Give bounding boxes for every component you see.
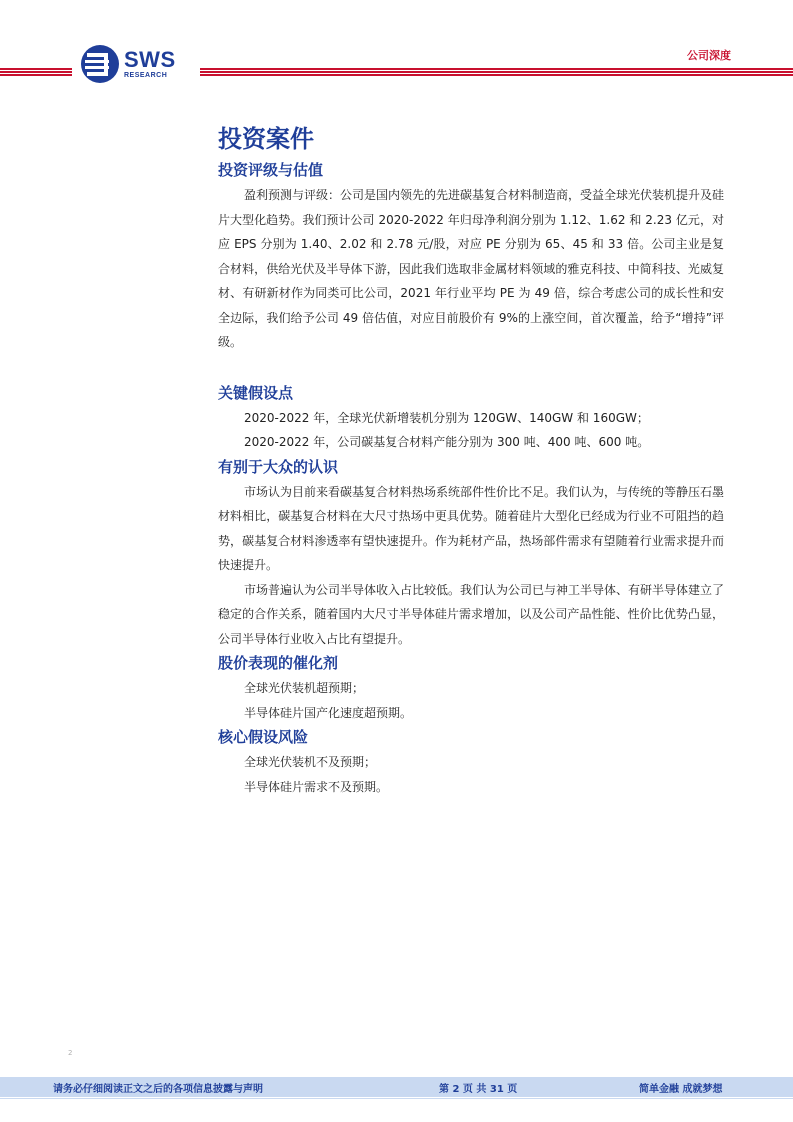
section-heading-risks: 核心假设风险 <box>218 728 309 746</box>
header-rule-left <box>0 68 72 76</box>
logo-subtitle: RESEARCH <box>124 72 168 79</box>
footnote-mark: 2 <box>68 1049 73 1057</box>
sws-logo <box>80 44 176 84</box>
footer-rule <box>0 1098 793 1099</box>
assumption-item: 2020-2022 年，公司碳基复合材料产能分别为 300 吨、400 吨、600 吨。 <box>244 435 650 449</box>
risk-item: 全球光伏装机不及预期； <box>244 755 377 769</box>
section-heading-rating: 投资评级与估值 <box>218 161 324 179</box>
assumption-item: 2020-2022 年，全球光伏新增装机分别为 120GW、140GW 和 160GW； <box>244 410 649 425</box>
catalyst-item: 全球光伏装机超预期； <box>244 681 365 695</box>
section-heading-assumptions: 关键假设点 <box>218 383 294 402</box>
different-view-paragraph: 市场认为目前来看碳基复合材料热场系统部件性价比不足。我们认为，与传统的等静压石墨材料相比，碳基复合材料在大尺寸热场中更具优势。随着硅片大型化已经成为行业不可阻挡的趋势，碳基复合材料渗透率有望快速提升。作为耗材产品，热场部件需求有望随着行业需求提升而快速提升。 <box>218 484 725 572</box>
page-footer <box>0 1077 793 1097</box>
footer-disclaimer: 请务必仔细阅读正文之后的各项信息披露与声明 <box>53 1084 263 1095</box>
section-heading-different-view: 有别于大众的认识 <box>218 457 339 476</box>
header-rule-right <box>200 68 793 76</box>
risk-item: 半导体硅片需求不及预期。 <box>244 779 389 794</box>
section-heading-catalysts: 股价表现的催化剂 <box>218 654 339 672</box>
logo-wordmark: SWS <box>124 47 176 72</box>
footer-slogan: 简单金融 成就梦想 <box>639 1084 723 1095</box>
main-content <box>218 158 724 799</box>
sws-logo-icon <box>80 44 120 84</box>
catalyst-item: 半导体硅片国产化速度超预期。 <box>244 705 413 720</box>
document-type-label: 公司深度 <box>687 49 731 62</box>
rating-paragraph: 盈利预测与评级：公司是国内领先的先进碳基复合材料制造商，受益全球光伏装机提升及硅片大型化趋势。我们预计公司 2020-2022 年归母净利润分别为 1.12、1.62 和 2.23 亿元，对应 EPS 分别为 1.40、2.02 和 2.78 元/股，对应 PE 分别为 65、45 和 33 倍。公司主业是复合材料，供给光伏及半导体下游，因此我们选取非金属材料领域的雅克科技、中简科技、光威复材、有研新材作为同类可比公司，2021 年行业平均 PE 为 49 倍，综合考虑公司的成长性和安全边际，我们给予公司 49 倍估值，对应目前股价有 9%的上涨空间，首次覆盖，给予“增持”评级。 <box>218 188 725 349</box>
footer-page-number: 第 2 页 共 31 页 <box>439 1084 518 1095</box>
page-title: 投资案件 <box>218 125 314 153</box>
different-view-paragraph: 市场普遍认为公司半导体收入占比较低。我们认为公司已与神工半导体、有研半导体建立了稳定的合作关系，随着国内大尺寸半导体硅片需求增加，以及公司产品性能、性价比优势凸显，公司半导体行业收入占比有望提升。 <box>218 582 725 646</box>
